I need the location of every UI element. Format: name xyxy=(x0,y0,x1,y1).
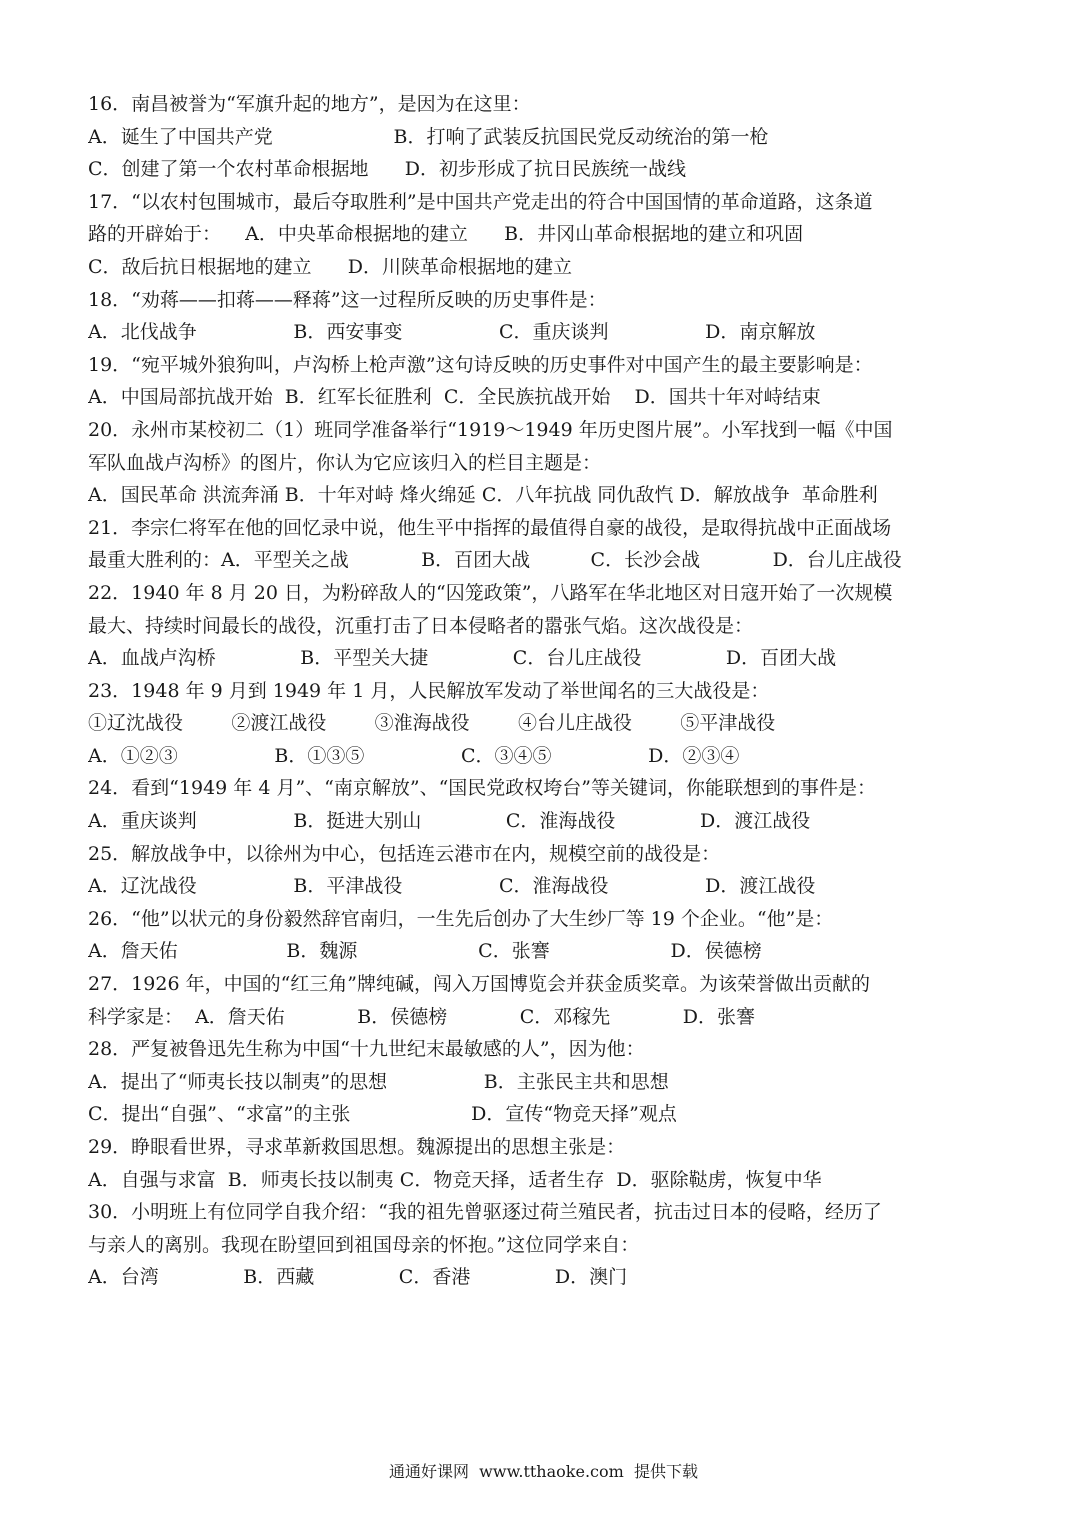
text-line: 18．“劝蒋——扣蒋——释蒋”这一过程所反映的历史事件是： xyxy=(88,288,607,311)
text-line: A．诞生了中国共产党 B．打响了武装反抗国民党反动统治的第一枪 xyxy=(88,125,769,148)
text-line: 20．永州市某校初二（1）班同学准备举行“1919～1949 年历史图片展”。小军找到一幅《中国 xyxy=(88,418,893,441)
text-line: A．辽沈战役 B．平津战役 C．淮海战役 D．渡江战役 xyxy=(88,875,816,898)
text-line: A．台湾 B．西藏 C．香港 D．澳门 xyxy=(88,1266,628,1289)
text-line: C．敌后抗日根据地的建立 D．川陕革命根据地的建立 xyxy=(88,255,573,278)
text-line: 路的开辟始于： A．中央革命根据地的建立 B．井冈山革命根据地的建立和巩固 xyxy=(88,223,804,246)
text-line: 25．解放战争中，以徐州为中心，包括连云港市在内，规模空前的战役是： xyxy=(88,842,721,865)
text-line: 29．睁眼看世界，寻求革新救国思想。魏源提出的思想主张是： xyxy=(88,1136,626,1158)
text-line: 最大、持续时间最长的战役，沉重打击了日本侵略者的嚣张气焰。这次战役是： xyxy=(88,614,754,637)
text-line: 22．1940 年 8 月 20 日，为粉碎敌人的“囚笼政策”，八路军在华北地区对日寇开始了一次规模 xyxy=(88,581,893,604)
text-line: 与亲人的离别。我现在盼望回到祖国母亲的怀抱。”这位同学来自： xyxy=(88,1233,640,1256)
text-line: 军队血战卢沟桥》的图片，你认为它应该归入的栏目主题是： xyxy=(88,451,602,474)
text-line: A．詹天佑 B．魏源 C．张謇 D．侯德榜 xyxy=(88,940,762,963)
text-line: 最重大胜利的：A．平型关之战 B．百团大战 C．长沙会战 D．台儿庄战役 xyxy=(88,549,902,572)
text-line: A．北伐战争 B．西安事变 C．重庆谈判 D．南京解放 xyxy=(88,321,816,344)
text-line: C．创建了第一个农村革命根据地 D．初步形成了抗日民族统一战线 xyxy=(88,158,687,181)
text-line: 28．严复被鲁迅先生称为中国“十九世纪末最敏感的人”，因为他： xyxy=(88,1038,645,1061)
text-line: 24．看到“1949 年 4 月”、“南京解放”、“国民党政权垮台”等关键词，你能联想到的事件是： xyxy=(88,777,877,800)
text-line: A．自强与求富 B．师夷长技以制夷 C．物竞天择，适者生存 D．驱除鞑虏，恢复中华 xyxy=(88,1168,822,1191)
text-line: A．中国局部抗战开始 B．红军长征胜利 C．全民族抗战开始 D．国共十年对峙结束 xyxy=(88,386,821,409)
text-line: A．国民革命 洪流奔涌 B．十年对峙 烽火绵延 C．八年抗战 同仇敌忾 D．解放战争 革命胜利 xyxy=(88,484,878,507)
text-line: 17．“以农村包围城市，最后夺取胜利”是中国共产党走出的符合中国国情的革命道路，这条道 xyxy=(88,190,873,213)
text-line: ①辽沈战役 ②渡江战役 ③淮海战役 ④台儿庄战役 ⑤平津战役 xyxy=(88,712,776,735)
text-line: A．提出了“师夷长技以制夷”的思想 B．主张民主共和思想 xyxy=(88,1070,669,1093)
text-line: A．①②③ B．①③⑤ C．③④⑤ D．②③④ xyxy=(88,744,740,767)
text-line: 21．李宗仁将军在他的回忆录中说，他生平中指挥的最值得自豪的战役，是取得抗战中正面战场 xyxy=(88,516,892,539)
exam-questions xyxy=(88,88,1008,1294)
text-line: 27．1926 年，中国的“红三角”牌纯碱，闯入万国博览会并获金质奖章。为该荣誉做出贡献的 xyxy=(88,973,870,996)
text-line: 科学家是： A．詹天佑 B．侯德榜 C．邓稼先 D．张謇 xyxy=(88,1005,755,1028)
text-line: 30．小明班上有位同学自我介绍：“我的祖先曾驱逐过荷兰殖民者，抗击过日本的侵略，经历了 xyxy=(88,1201,882,1224)
text-line: 26．“他”以状元的身份毅然辞官南归，一生先后创办了大生纱厂等 19 个企业。“他”是： xyxy=(88,907,834,930)
text-line: 16．南昌被誉为“军旗升起的地方”，是因为在这里： xyxy=(88,93,531,115)
page-footer: 通通好课网 www.tthaoke.com 提供下载 xyxy=(389,1462,698,1481)
text-line: C．提出“自强”、“求富”的主张 D．宣传“物竞天择”观点 xyxy=(88,1103,677,1126)
text-line: A．重庆谈判 B．挺进大别山 C．淮海战役 D．渡江战役 xyxy=(88,810,811,833)
text-line: 23．1948 年 9 月到 1949 年 1 月，人民解放军发动了举世闻名的三大战役是： xyxy=(88,679,770,702)
text-line: 19．“宛平城外狼狗叫，卢沟桥上枪声激”这句诗反映的历史事件对中国产生的最主要影响是： xyxy=(88,353,873,376)
text-line: A．血战卢沟桥 B．平型关大捷 C．台儿庄战役 D．百团大战 xyxy=(88,647,837,670)
